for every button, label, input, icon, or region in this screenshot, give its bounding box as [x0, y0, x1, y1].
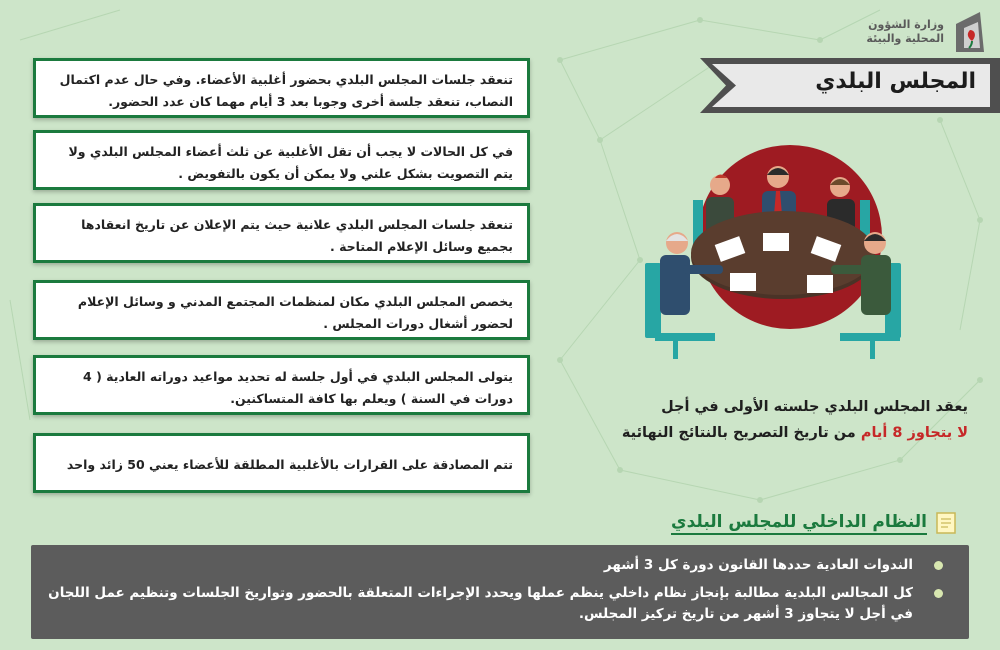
bullet-icon [934, 561, 943, 570]
first-session-text: يعقد المجلس البلدي جلسته الأولى في أجل [661, 399, 968, 415]
internal-regulations-header [671, 511, 957, 535]
ministry-logo [853, 8, 988, 58]
list-item-text: كل المجالس البلدية مطالبة بإنجاز نظام داخلي ينظم عملها ويحدد الإجراءات المتعلقة بالحضور وتواريخ الجلسات وتنظيم عمل اللجان في أجل لا يتجاوز 3 أشهر من تاريخ تركيز المجلس. [48, 585, 913, 622]
page-title: المجلس البلدي [815, 69, 976, 94]
rule-box-civil-society [33, 280, 530, 340]
list-item-text: الندوات العادية حددها القانون دورة كل 3 أشهر [603, 557, 913, 573]
list-item [45, 555, 947, 576]
rule-text: يتولى المجلس البلدي في أول جلسة له تحديد مواعيد دوراته العادية ( 4 دورات في السنة ) ويعلم بها كافة المتساكنين. [83, 369, 513, 406]
first-session-text-end: من تاريخ التصريح بالنتائج النهائية [621, 425, 856, 441]
rule-box-public-sessions [33, 203, 530, 263]
rule-text: يخصص المجلس البلدي مكان لمنظمات المجتمع المدني و وسائل الإعلام لحضور أشغال دورات المجلس . [77, 294, 513, 331]
first-session-days: 8 أيام [860, 425, 903, 441]
meeting-illustration [635, 145, 925, 360]
first-session-note [608, 394, 968, 446]
rule-text: في كل الحالات لا يجب أن تقل الأغلبية عن ثلث أعضاء المجلس البلدي ولا يتم التصويت بشكل علني ولا يمكن أن يكون بالتفويض . [68, 144, 513, 181]
ministry-name [866, 18, 944, 46]
rule-box-majority [33, 130, 530, 190]
list-item [45, 583, 947, 625]
rule-text: تنعقد جلسات المجلس البلدي علانية حيث يتم الإعلان عن تاريخ انعقادها بجميع وسائل الإعلام المتاحة . [81, 217, 513, 254]
document-icon [935, 511, 957, 535]
rule-box-quorum [33, 58, 530, 118]
ministry-name-line2: المحلية والبيئة [866, 32, 944, 45]
bullet-icon [934, 589, 943, 598]
rule-text: تنعقد جلسات المجلس البلدي بحضور أغلبية الأعضاء. وفي حال عدم اكتمال النصاب، تنعقد جلسة أخرى وجوبا بعد 3 أيام مهما كان عدد الحضور. [59, 72, 513, 109]
ministry-name-line1: وزارة الشؤون [868, 18, 944, 31]
internal-regulations-title: النظام الداخلي للمجلس البلدي [671, 512, 927, 535]
rule-text: تتم المصادقة على القرارات بالأغلبية المطلقة للأعضاء يعني 50 زائد واحد [66, 457, 513, 472]
internal-regulations-panel [31, 545, 969, 639]
ministry-logo-icon [950, 8, 988, 56]
rule-box-voting [33, 433, 530, 493]
title-ribbon [700, 58, 1000, 113]
first-session-limit: لا يتجاوز [907, 425, 968, 441]
rule-box-sessions-schedule [33, 355, 530, 415]
